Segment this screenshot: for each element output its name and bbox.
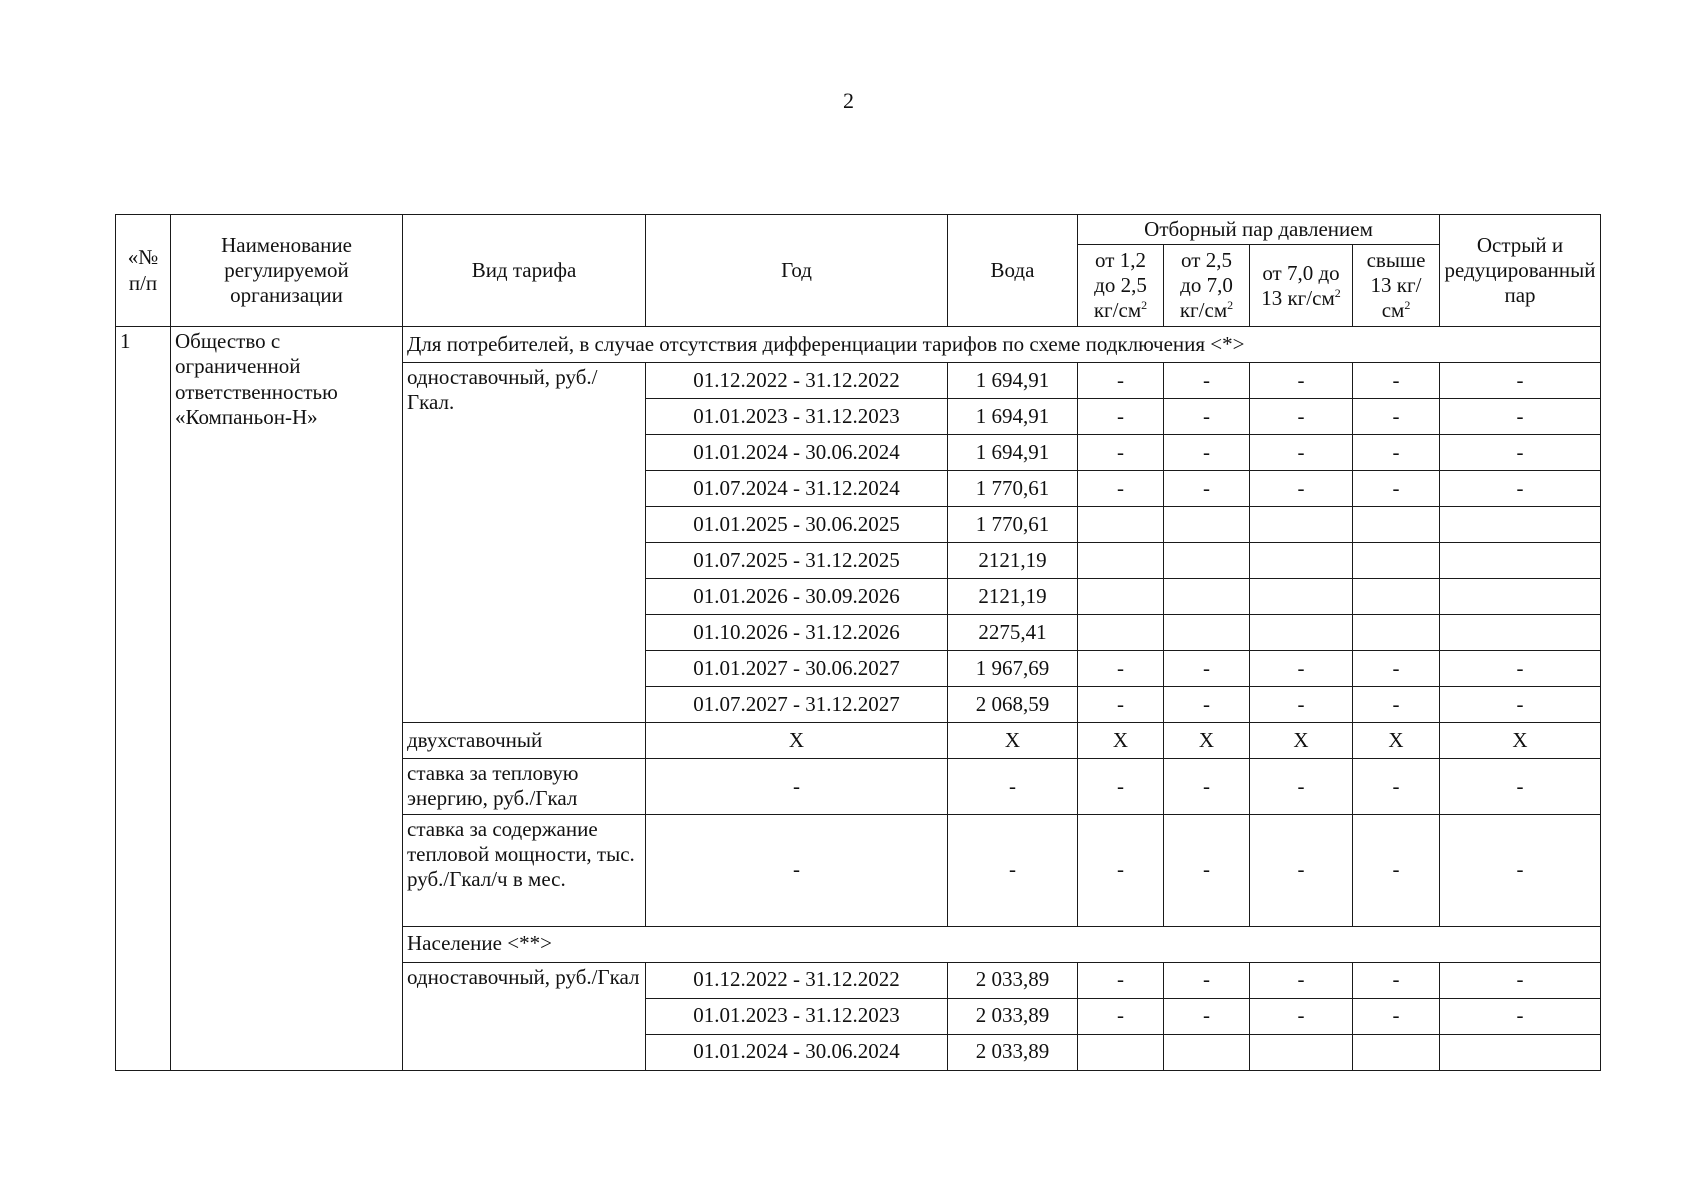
cell: - <box>1440 687 1601 723</box>
cell: X <box>1164 723 1250 759</box>
cell: - <box>1440 651 1601 687</box>
cell: - <box>1353 759 1440 814</box>
cell <box>1250 1034 1353 1070</box>
cell: - <box>948 814 1078 926</box>
cell: - <box>1164 687 1250 723</box>
cell: - <box>1440 759 1601 814</box>
cell: X <box>1078 723 1164 759</box>
cell <box>1250 507 1353 543</box>
header-tariff-type: Вид тарифа <box>403 215 646 327</box>
header-pressure-2: от 2,5 до 7,0 $кг/см^2$ <box>1164 245 1250 327</box>
cell <box>1250 579 1353 615</box>
cell <box>1353 507 1440 543</box>
two-rate-label: двухставочный <box>403 723 646 759</box>
cell: - <box>1164 363 1250 399</box>
cell: - <box>1440 363 1601 399</box>
cell: - <box>1164 399 1250 435</box>
cell: - <box>1353 363 1440 399</box>
period: 01.12.2022 - 31.12.2022 <box>646 363 948 399</box>
period: 01.07.2027 - 31.12.2027 <box>646 687 948 723</box>
cell: - <box>1164 759 1250 814</box>
cell: - <box>1250 962 1353 998</box>
cell <box>1440 507 1601 543</box>
header-org-name: Наименование регулируемой организации <box>171 215 403 327</box>
cell: - <box>1250 471 1353 507</box>
cell <box>1164 1034 1250 1070</box>
header-pressure-1: от 1,2 до 2,5 $кг/см^2$ <box>1078 245 1164 327</box>
cell: - <box>1164 998 1250 1034</box>
cell: - <box>1440 399 1601 435</box>
period: 01.01.2027 - 30.06.2027 <box>646 651 948 687</box>
cell: - <box>1353 435 1440 471</box>
row-number: 1 <box>116 327 171 1070</box>
cell: - <box>1250 814 1353 926</box>
cell <box>1078 615 1164 651</box>
cell: - <box>1078 363 1164 399</box>
water-value: 2275,41 <box>948 615 1078 651</box>
period: 01.01.2026 - 30.09.2026 <box>646 579 948 615</box>
period: 01.07.2025 - 31.12.2025 <box>646 543 948 579</box>
cell: - <box>1164 435 1250 471</box>
water-value: 1 694,91 <box>948 435 1078 471</box>
cell: - <box>1440 814 1601 926</box>
population-one-rate-label: одноставочный, руб./Гкал <box>403 962 646 1070</box>
cell: - <box>1078 651 1164 687</box>
cell: - <box>1353 998 1440 1034</box>
cell: - <box>1440 998 1601 1034</box>
cell: X <box>948 723 1078 759</box>
cell <box>1164 543 1250 579</box>
period: 01.07.2024 - 31.12.2024 <box>646 471 948 507</box>
cell: - <box>1250 687 1353 723</box>
period: 01.01.2023 - 31.12.2023 <box>646 399 948 435</box>
water-value: 2 033,89 <box>948 1034 1078 1070</box>
header-pressure-3: от 7,0 до 13 $кг/см^2$ <box>1250 245 1353 327</box>
tariff-table <box>115 214 1601 1071</box>
cell: - <box>1164 814 1250 926</box>
cell: - <box>1078 814 1164 926</box>
cell: - <box>646 814 948 926</box>
cell <box>1440 615 1601 651</box>
cell: - <box>1078 759 1164 814</box>
period: 01.10.2026 - 31.12.2026 <box>646 615 948 651</box>
cell: - <box>1353 399 1440 435</box>
cell: - <box>1440 435 1601 471</box>
water-value: 2121,19 <box>948 543 1078 579</box>
cell: - <box>646 759 948 814</box>
cell: - <box>1353 651 1440 687</box>
water-value: 1 694,91 <box>948 363 1078 399</box>
cell: - <box>1353 814 1440 926</box>
period: 01.01.2025 - 30.06.2025 <box>646 507 948 543</box>
cell: - <box>1078 962 1164 998</box>
water-value: 2 068,59 <box>948 687 1078 723</box>
cell: - <box>1164 651 1250 687</box>
period: 01.01.2024 - 30.06.2024 <box>646 435 948 471</box>
cell <box>1353 543 1440 579</box>
cell <box>1440 1034 1601 1070</box>
water-value: 1 770,61 <box>948 507 1078 543</box>
capacity-rate-label: ставка за содержание тепловой мощности, тыс. руб./Гкал/ч в мес. <box>403 814 646 926</box>
period: 01.12.2022 - 31.12.2022 <box>646 962 948 998</box>
cell <box>1250 615 1353 651</box>
cell <box>1440 543 1601 579</box>
cell: - <box>1250 363 1353 399</box>
cell: - <box>1250 651 1353 687</box>
cell: X <box>1353 723 1440 759</box>
cell: - <box>1164 962 1250 998</box>
cell: - <box>1250 759 1353 814</box>
water-value: 2 033,89 <box>948 962 1078 998</box>
cell: - <box>1078 399 1164 435</box>
cell: - <box>1164 471 1250 507</box>
cell: - <box>1440 962 1601 998</box>
cell: - <box>1440 471 1601 507</box>
header-sharp-steam: Острый и редуцированный пар <box>1440 215 1601 327</box>
header-pressure-4: свыше 13 $кг/см^2$ <box>1353 245 1440 327</box>
cell <box>1164 615 1250 651</box>
section-title-consumers: Для потребителей, в случае отсутствия дифференциации тарифов по схеме подключения <*> <box>403 327 1601 363</box>
header-steam-group: Отборный пар давлением <box>1078 215 1440 245</box>
cell <box>1078 579 1164 615</box>
cell: - <box>1250 399 1353 435</box>
water-value: 2 033,89 <box>948 998 1078 1034</box>
cell <box>1164 507 1250 543</box>
cell <box>1353 615 1440 651</box>
cell <box>1440 579 1601 615</box>
page-number: 2 <box>843 88 854 113</box>
cell <box>1250 543 1353 579</box>
water-value: 1 967,69 <box>948 651 1078 687</box>
cell: X <box>1440 723 1601 759</box>
organization-name: Общество с ограниченной ответственностью «Компаньон-Н» <box>171 327 403 1070</box>
cell: - <box>1078 687 1164 723</box>
cell: - <box>1078 471 1164 507</box>
water-value: 2121,19 <box>948 579 1078 615</box>
cell: - <box>948 759 1078 814</box>
header-num: «№ п/п <box>116 215 171 327</box>
period: 01.01.2024 - 30.06.2024 <box>646 1034 948 1070</box>
water-value: 1 694,91 <box>948 399 1078 435</box>
cell <box>1078 543 1164 579</box>
cell <box>1078 1034 1164 1070</box>
cell: - <box>1078 435 1164 471</box>
cell: - <box>1353 471 1440 507</box>
section-title-population: Население <**> <box>403 926 1601 962</box>
cell: X <box>646 723 948 759</box>
period: 01.01.2023 - 31.12.2023 <box>646 998 948 1034</box>
cell <box>1353 579 1440 615</box>
water-value: 1 770,61 <box>948 471 1078 507</box>
cell: - <box>1353 687 1440 723</box>
cell: - <box>1078 998 1164 1034</box>
header-water: Вода <box>948 215 1078 327</box>
cell: - <box>1250 435 1353 471</box>
cell <box>1164 579 1250 615</box>
heat-rate-label: ставка за тепловую энергию, руб./Гкал <box>403 759 646 814</box>
cell: - <box>1353 962 1440 998</box>
cell: X <box>1250 723 1353 759</box>
cell <box>1078 507 1164 543</box>
header-year: Год <box>646 215 948 327</box>
cell <box>1353 1034 1440 1070</box>
one-rate-label: одноставочный, руб./Гкал. <box>403 363 646 723</box>
cell: - <box>1250 998 1353 1034</box>
